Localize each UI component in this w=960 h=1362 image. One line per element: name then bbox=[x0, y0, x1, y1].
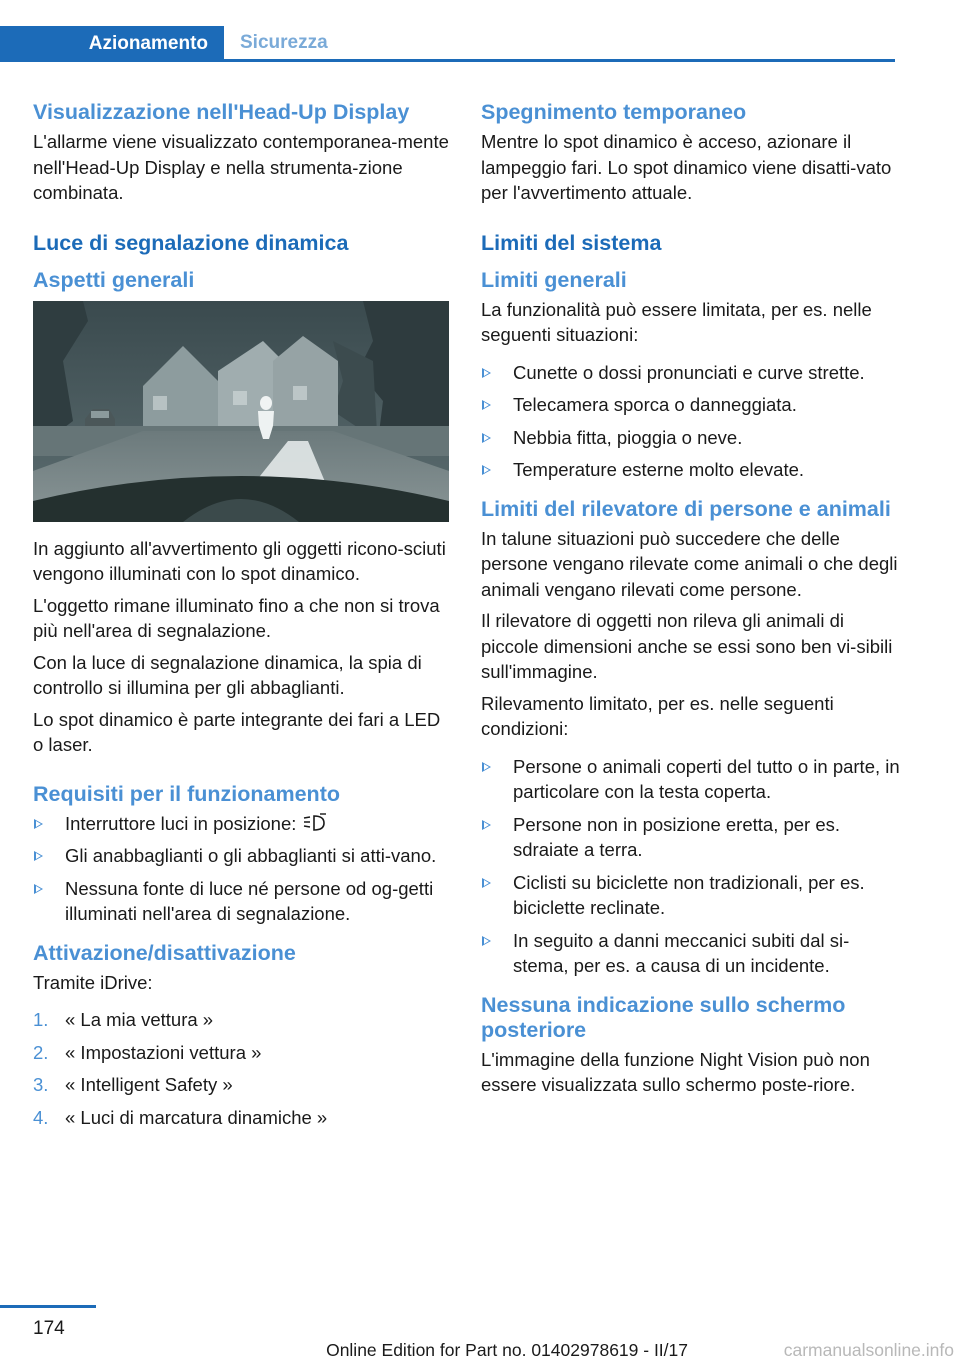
detector-limits-heading: Limiti del rilevatore di persone e animali bbox=[481, 496, 891, 521]
general-limits-text: La funzionalità può essere limitata, per es. nelle seguenti situazioni: bbox=[481, 298, 872, 345]
detector-list bbox=[481, 754, 901, 979]
detector-text-2: Il rilevatore di oggetti non rileva gli animali di piccole dimensioni anche se essi sono ben vi-sibili sull'immagine. bbox=[481, 610, 893, 682]
general-limits-heading: Limiti generali bbox=[481, 267, 627, 292]
dynamic-light-heading: Luce di segnalazione dinamica bbox=[33, 230, 349, 255]
list-item: Cunette o dossi pronunciati e curve strette. bbox=[481, 360, 901, 386]
bullet-triangle-icon bbox=[482, 878, 491, 888]
bullet-triangle-icon bbox=[482, 368, 491, 378]
detector-text-3: Rilevamento limitato, per es. nelle seguenti condizioni: bbox=[481, 692, 834, 739]
page-number-rule bbox=[0, 1305, 96, 1308]
system-limits-heading: Limiti del sistema bbox=[481, 230, 662, 255]
list-item: 4. « Luci di marcatura dinamiche » bbox=[33, 1106, 328, 1128]
general-limits-list bbox=[481, 360, 901, 483]
para-3: Con la luce di segnalazione dinamica, la spia di controllo si illumina per gli abbaglianti. bbox=[33, 651, 422, 698]
hud-heading: Visualizzazione nell'Head-Up Display bbox=[33, 100, 410, 124]
list-item: Ciclisti su biciclette non tradizionali, per es. biciclette reclinate. bbox=[481, 870, 901, 921]
detector-text-1: In talune situazioni può succedere che delle persone vengano rilevate come animali o che degli animali vengano rilevati come persone. bbox=[481, 527, 898, 600]
list-item: Gli anabbaglianti o gli abbaglianti si atti-vano. bbox=[33, 843, 449, 869]
list-item: Nebbia fitta, pioggia o neve. bbox=[481, 425, 901, 451]
temp-off-text: Mentre lo spot dinamico è acceso, azionare il lampeggio fari. Lo spot dinamico viene disatti-vato per l'avvertimento attuale. bbox=[481, 131, 892, 203]
activation-heading: Attivazione/disattivazione bbox=[33, 940, 296, 965]
bullet-triangle-icon bbox=[34, 851, 43, 861]
list-item: 2. « Impostazioni vettura » bbox=[33, 1041, 262, 1063]
rear-screen-text: L'immagine della funzione Night Vision può non essere visualizzata sullo schermo poste-riore. bbox=[481, 1048, 870, 1095]
tab-azionamento[interactable]: Azionamento bbox=[0, 26, 224, 62]
bullet-triangle-icon bbox=[482, 400, 491, 410]
bullet-triangle-icon bbox=[482, 936, 491, 946]
list-item: Nessuna fonte di luce né persone od og-getti illuminati nell'area di segnalazione. bbox=[33, 876, 449, 927]
list-item: Persone o animali coperti del tutto o in parte, in particolare con la testa coperta. bbox=[481, 754, 901, 805]
hud-text: L'allarme viene visualizzato contemporanea-mente nell'Head-Up Display e nella strumenta-zione combinata. bbox=[33, 131, 449, 203]
edition-note: Online Edition for Part no. 01402978619 - II/17 bbox=[326, 1340, 688, 1360]
requirements-list bbox=[33, 811, 449, 927]
list-item: Telecamera sporca o danneggiata. bbox=[481, 392, 901, 418]
rear-screen-heading: Nessuna indicazione sullo schermo posteriore bbox=[481, 992, 846, 1042]
list-item: Temperature esterne molto elevate. bbox=[481, 457, 901, 483]
general-aspects-heading: Aspetti generali bbox=[33, 267, 195, 292]
watermark: carmanualsonline.info bbox=[783, 1340, 954, 1360]
para-2: L'oggetto rimane illuminato fino a che non si trova più nell'area di segnalazione. bbox=[33, 594, 440, 641]
activation-intro: Tramite iDrive: bbox=[33, 971, 153, 993]
list-item: Interruttore luci in posizione: bbox=[33, 811, 449, 837]
para-1: In aggiunto all'avvertimento gli oggetti ricono-sciuti vengono illuminati con lo spot dinamico. bbox=[33, 537, 446, 584]
left-column bbox=[33, 100, 449, 1137]
para-4: Lo spot dinamico è parte integrante dei fari a LED o laser. bbox=[33, 708, 441, 755]
bullet-triangle-icon bbox=[482, 820, 491, 830]
chapter-tabs bbox=[0, 26, 895, 62]
list-item: Persone non in posizione eretta, per es. sdraiate a terra. bbox=[481, 812, 901, 863]
bullet-triangle-icon bbox=[482, 433, 491, 443]
steps-list bbox=[33, 1007, 449, 1130]
bullet-triangle-icon bbox=[482, 762, 491, 772]
list-item: 3. « Intelligent Safety » bbox=[33, 1074, 233, 1095]
list-item: 1. « La mia vettura » bbox=[33, 1009, 214, 1030]
bullet-triangle-icon bbox=[34, 884, 43, 894]
night-vision-illustration bbox=[33, 301, 449, 522]
tab-sicurezza[interactable]: Sicurezza bbox=[240, 31, 328, 53]
headlight-auto-icon bbox=[302, 813, 328, 833]
list-item: In seguito a danni meccanici subiti dal si-stema, per es. a causa di un incidente. bbox=[481, 928, 901, 979]
right-column bbox=[481, 100, 901, 1104]
header-rule bbox=[0, 59, 895, 62]
temp-off-heading: Spegnimento temporaneo bbox=[481, 100, 747, 124]
bullet-triangle-icon bbox=[34, 819, 43, 829]
requirements-heading: Requisiti per il funzionamento bbox=[33, 781, 340, 806]
page-number: 174 bbox=[33, 1318, 65, 1339]
bullet-triangle-icon bbox=[482, 465, 491, 475]
